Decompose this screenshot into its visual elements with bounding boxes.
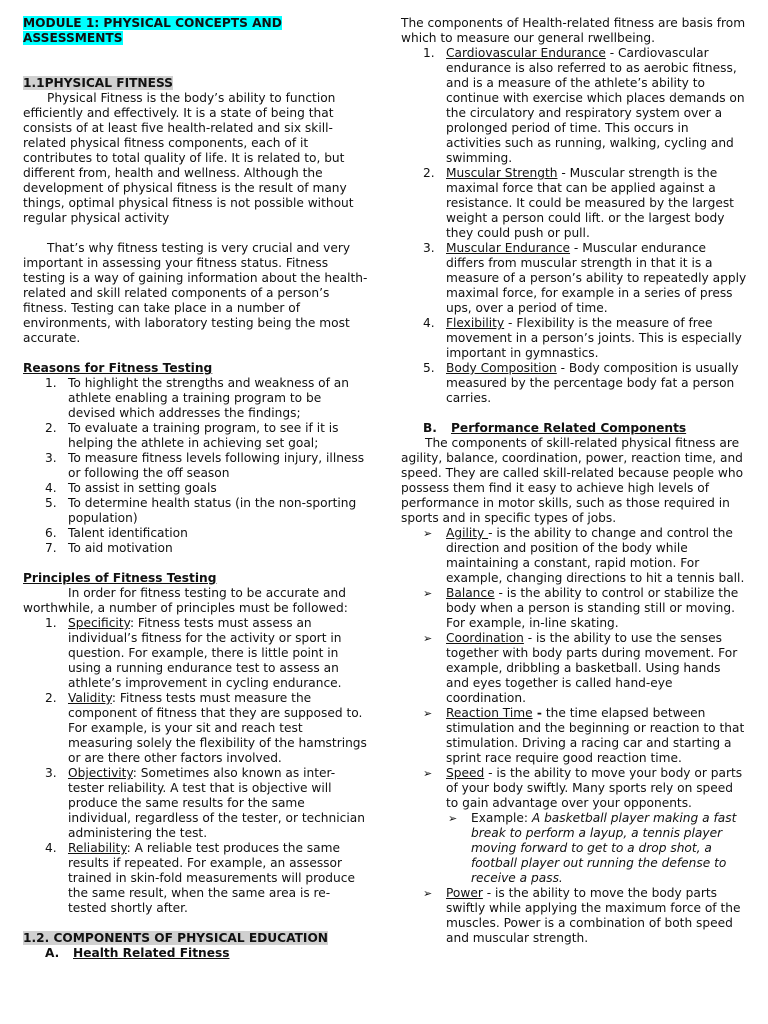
heading-principles: Principles of Fitness Testing (23, 571, 217, 585)
performance-components-list (401, 526, 747, 946)
health-components-list (401, 46, 747, 406)
arrow-bullet-icon: ➢ (423, 767, 433, 780)
paragraph-principles-intro: In order for fitness testing to be accurate and worthwhile, a number of principles must be followed: (23, 586, 348, 615)
list-item: ➢ Power - is the ability to move the body parts swiftly while applying the maximum force of the muscles. Power is a combination of both speed and muscular strength. (423, 886, 741, 945)
list-item: 2. To evaluate a training program, to see if it is helping the athlete in achieving set goal; (45, 421, 339, 450)
list-item: ➢ Coordination - is the ability to use the senses together with body parts during movement. For example, dribbling a basketball. Using hands and eyes together is called hand-eye coordination. (423, 631, 738, 705)
list-item: 6. Talent identification (45, 526, 188, 540)
module-title: MODULE 1: PHYSICAL CONCEPTS AND ASSESSMENTS (23, 16, 282, 45)
list-item: 1. To highlight the strengths and weakness of an athlete enabling a training program to be devised which addresses the findings; (45, 376, 349, 420)
list-item: 2. Validity: Fitness tests must measure the component of fitness that they are supposed to. For example, is your sit and reach test measuring solely the flexibility of the hamstrings or are there other factors involved. (45, 691, 367, 765)
list-item: ➢ Balance - is the ability to control or stabilize the body when a person is standing still or moving. For example, in-line skating. (423, 586, 739, 630)
paragraph-physical-fitness: Physical Fitness is the body’s ability to function efficiently and effectively. It is a state of being that consists of at least five health-related and six skill-related physical fitness components, each of it contributes to total quality of life. It is related to, but different from, health and wellness. Although the development of physical fitness is the result of many things, optimal physical fitness is not possible without regular physical activity (23, 91, 354, 225)
section-heading-physical-fitness: 1.1PHYSICAL FITNESS (23, 76, 173, 90)
arrow-bullet-icon: ➢ (423, 527, 433, 540)
paragraph-fitness-testing: That’s why fitness testing is very crucial and very important in assessing your fitness status. Fitness testing is a way of gaining information about the health-related and skill related components of a person’s fitness. Testing can take place in a number of environments, with laboratory testing being the most accurate. (23, 241, 368, 345)
list-item: 3. Muscular Endurance - Muscular endurance differs from muscular strength in that it is a measure of a person’s ability to repeatedly apply maximal force, for example in a series of press ups, over a period of time. (423, 241, 747, 315)
heading-reasons: Reasons for Fitness Testing (23, 361, 213, 375)
list-item: 3. To measure fitness levels following injury, illness or following the off season (45, 451, 365, 480)
list-item: ➢ Speed - is the ability to move your body or parts of your body swiftly. Many sports rely on speed to gain advantage over your opponents. (423, 766, 743, 810)
principles-list (23, 616, 368, 916)
list-item: ➢ Reaction Time - the time elapsed between stimulation and the beginning or reaction to that stimulation. Driving a racing car and starting a sprint race require good reaction time. (423, 706, 745, 765)
paragraph-health-components: The components of Health-related fitness are basis from which to measure our general rwellbeing. (401, 16, 746, 45)
list-item: 1. Cardiovascular Endurance - Cardiovascular endurance is also referred to as aerobic fitness, and is a measure of the athlete’s ability to continue with exercise which places demands on the circulatory and respiratory system over a prolonged period of time. This occurs in activities such as running, walking, cycling and swimming. (423, 46, 745, 165)
heading-performance-related: B. Performance Related Components (423, 421, 687, 435)
arrow-bullet-icon: ➢ (423, 707, 433, 720)
list-item: 7. To aid motivation (45, 541, 173, 555)
arrow-bullet-icon: ➢ (423, 632, 433, 645)
reasons-list (23, 376, 368, 556)
list-item: 4. Reliability: A reliable test produces the same results if repeated. For example, an assessor trained in skin-fold measurements will produce the same result, when the same area is re-tested shortly after. (45, 841, 355, 915)
right-column (401, 16, 747, 946)
heading-health-related: A. Health Related Fitness (45, 946, 230, 960)
list-item: 2. Muscular Strength - Muscular strength is the maximal force that can be applied against a resistance. It could be measured by the largest weight a person could lift. or the largest body they could push or pull. (423, 166, 734, 240)
list-item: 5. To determine health status (in the non-sporting population) (45, 496, 357, 525)
list-item: 4. To assist in setting goals (45, 481, 217, 495)
left-column (23, 16, 368, 961)
arrow-bullet-icon: ➢ (423, 887, 433, 900)
arrow-bullet-icon: ➢ (448, 812, 458, 825)
arrow-bullet-icon: ➢ (423, 587, 433, 600)
list-item: 3. Objectivity: Sometimes also known as inter-tester reliability. A test that is objective will produce the same results for the same individual, regardless of the tester, or technician administering the test. (45, 766, 365, 840)
list-item: 4. Flexibility - Flexibility is the measure of free movement in a person’s joints. This is especially important in gymnastics. (423, 316, 742, 360)
paragraph-performance: The components of skill-related physical fitness are agility, balance, coordination, power, reaction time, and speed. They are called skill-related because people who possess them find it easy to achieve high levels of performance in motor skills, such as those required in sports and in specific types of jobs. (401, 436, 744, 525)
list-item-example: ➢ Example: A basketball player making a fast break to perform a layup, a tennis player moving forward to get to a drop shot, a football player out running the defense to receive a pass. (448, 811, 737, 885)
list-item: ➢ Agility - is the ability to change and control the direction and position of the body while maintaining a constant, rapid motion. For example, changing directions to hit a tennis ball. (423, 526, 745, 585)
list-item: 1. Specificity: Fitness tests must assess an individual’s fitness for the activity or sport in question. For example, there is little point in using a running endurance test to assess an athlete’s improvement in cycling endurance. (45, 616, 342, 690)
section-heading-components: 1.2. COMPONENTS OF PHYSICAL EDUCATION (23, 931, 329, 945)
list-item: 5. Body Composition - Body composition is usually measured by the percentage body fat a person carries. (423, 361, 739, 405)
